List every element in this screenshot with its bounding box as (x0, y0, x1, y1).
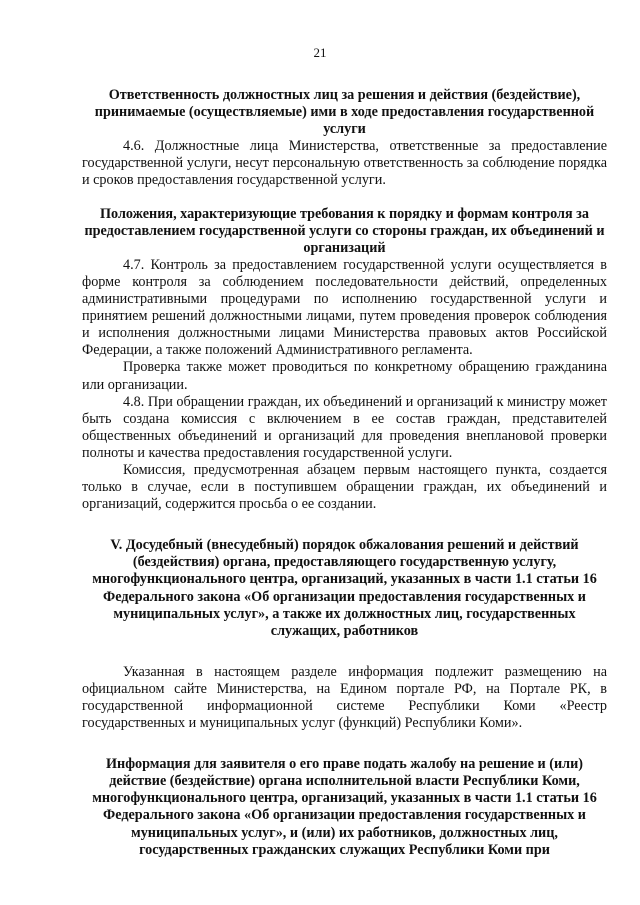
paragraph-4-6: 4.6. Должностные лица Министерства, ответственные за предоставление государственной услуги, несут персональную ответственность за соблюдение порядка и сроков предоставления государственной услуги. (82, 138, 607, 189)
section-heading-complaint-right: Информация для заявителя о его праве подать жалобу на решение и (или) действие (бездействие) органа исполнительной власти Республики Коми, многофункционального центра, организаций, указанных в части 1.1 статьи 16 Федерального закона «Об организации предоставления государственных и муниципальных услуг», и (или) их работников, должностных лиц, государственных гражданских служащих Республики Коми при (92, 756, 597, 858)
paragraph-commission: Комиссия, предусмотренная абзацем первым настоящего пункта, создается только в случае, если в поступившем обращении граждан, их объединений и организаций, содержится просьба о ее создании. (82, 461, 607, 513)
paragraph-check: Проверка также может проводиться по конкретному обращению гражданина или организации. (82, 359, 607, 393)
page-number: 21 (313, 45, 327, 60)
paragraph-publication-info: Указанная в настоящем разделе информация подлежит размещению на официальном сайте Министерства, на Едином портале РФ, на Портале РК, в государственной информационной системе Республики Коми «Реестр государственных и муниципальных услуг (функций) Республики Коми». (82, 663, 607, 732)
section-heading-control-requirements: Положения, характеризующие требования к порядку и формам контроля за предоставлением государственной услуги со стороны граждан, их объединений и организаций (84, 205, 605, 256)
section-heading-appeal-procedure: V. Досудебный (внесудебный) порядок обжалования решений и действий (бездействия) органа, предоставляющего государственную услугу, многофункционального центра, организаций, указанных в части 1.1 статьи 16 Федерального закона «Об организации предоставления государственных и муниципальных услуг», а также их должностных лиц, государственных служащих, работников (92, 537, 597, 639)
paragraph-4-7: 4.7. Контроль за предоставлением государственной услуги осуществляется в форме контроля за соблюдением последовательности действий, определенных административными процедурами по исполнению государственной услуги и принятием решений должностными лицами, путем проведения проверок соблюдения и исполнения должностными лицами Министерства правовых актов Российской Федерации, а также положений Административного регламента. (82, 256, 607, 359)
paragraph-4-8: 4.8. При обращении граждан, их объединений и организаций к министру может быть создана комиссия с включением в ее состав граждан, представителей общественных объединений и организаций для проведения внеплановой проверки полноты и качества предоставления государственной услуги. (82, 393, 607, 461)
section-heading-responsibility: Ответственность должностных лиц за решения и действия (бездействие), принимаемые (осуществляемые) ими в ходе предоставления государственной услуги (94, 87, 595, 138)
page-content (82, 87, 607, 859)
